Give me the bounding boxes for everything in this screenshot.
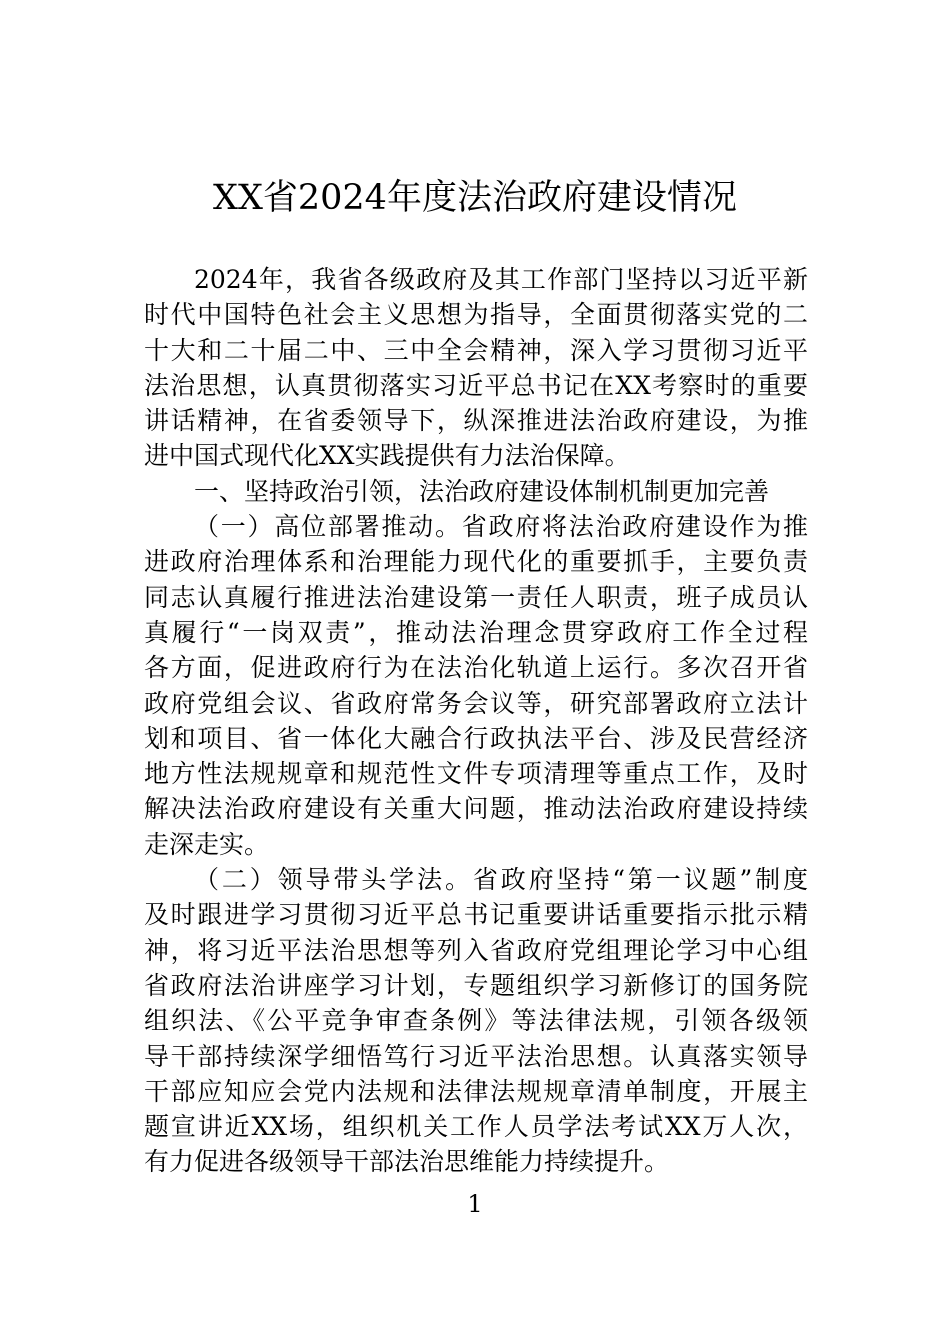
text-line: 省政府法治讲座学习计划，专题组织学习新修订的国务院 [144,970,808,1000]
text-line: 各方面，促进政府行为在法治化轨道上运行。多次召开省 [144,653,808,683]
text-line: 划和项目、省一体化大融合行政执法平台、涉及民营经济 [144,723,808,753]
text-line: 解决法治政府建设有关重大问题，推动法治政府建设持续 [144,794,808,824]
text-line: 神，将习近平法治思想等列入省政府党组理论学习中心组 [144,935,808,965]
text-line: 十大和二十届二中、三中全会精神，深入学习贯彻习近平 [144,335,808,365]
text-line: （一）高位部署推动。省政府将法治政府建设作为推 [194,512,808,542]
text-line: 组织法、《公平竞争审查条例》等法律法规，引领各级领 [144,1006,808,1036]
text-line: 地方性法规规章和规范性文件专项清理等重点工作，及时 [144,759,808,789]
text-line: 时代中国特色社会主义思想为指导，全面贯彻落实党的二 [144,300,808,330]
text-line: 走深走实。 [144,829,270,859]
text-line: 题宣讲近XX场，组织机关工作人员学法考试XX万人次， [144,1112,808,1142]
text-line: 进中国式现代化XX实践提供有力法治保障。 [144,441,630,471]
section-heading [144,474,808,509]
text-line: 讲话精神，在省委领导下，纵深推进法治政府建设，为推 [144,406,808,436]
text-line: 政府党组会议、省政府常务会议等，研究部署政府立法计 [144,688,808,718]
text-line: 一、坚持政治引领，法治政府建设体制机制更加完善 [194,476,770,506]
text-line: 同志认真履行推进法治建设第一责任人职责，班子成员认 [144,582,808,612]
text-line: （二）领导带头学法。省政府坚持“第一议题”制度 [194,865,808,895]
text-line: 2024年，我省各级政府及其工作部门坚持以习近平新 [194,265,808,294]
text-line: 法治思想，认真贯彻落实习近平总书记在XX考察时的重要 [144,370,808,400]
text-line: 及时跟进学习贯彻习近平总书记重要讲话重要指示批示精 [144,900,808,930]
document-body [144,262,808,1180]
document-title: XX省2024年度法治政府建设情况 [213,178,737,218]
paragraph [144,262,808,474]
paragraph [144,509,808,862]
page-number: 1 [467,1190,483,1218]
text-line: 真履行“一岗双责”，推动法治理念贯穿政府工作全过程 [144,617,808,647]
text-line: 进政府治理体系和治理能力现代化的重要抓手，主要负责 [144,547,808,577]
text-line: 干部应知应会党内法规和法律法规规章清单制度，开展主 [144,1076,808,1106]
paragraph [144,862,808,1180]
text-line: 导干部持续深学细悟笃行习近平法治思想。认真落实领导 [144,1041,808,1071]
text-line: 有力促进各级领导干部法治思维能力持续提升。 [144,1147,670,1177]
